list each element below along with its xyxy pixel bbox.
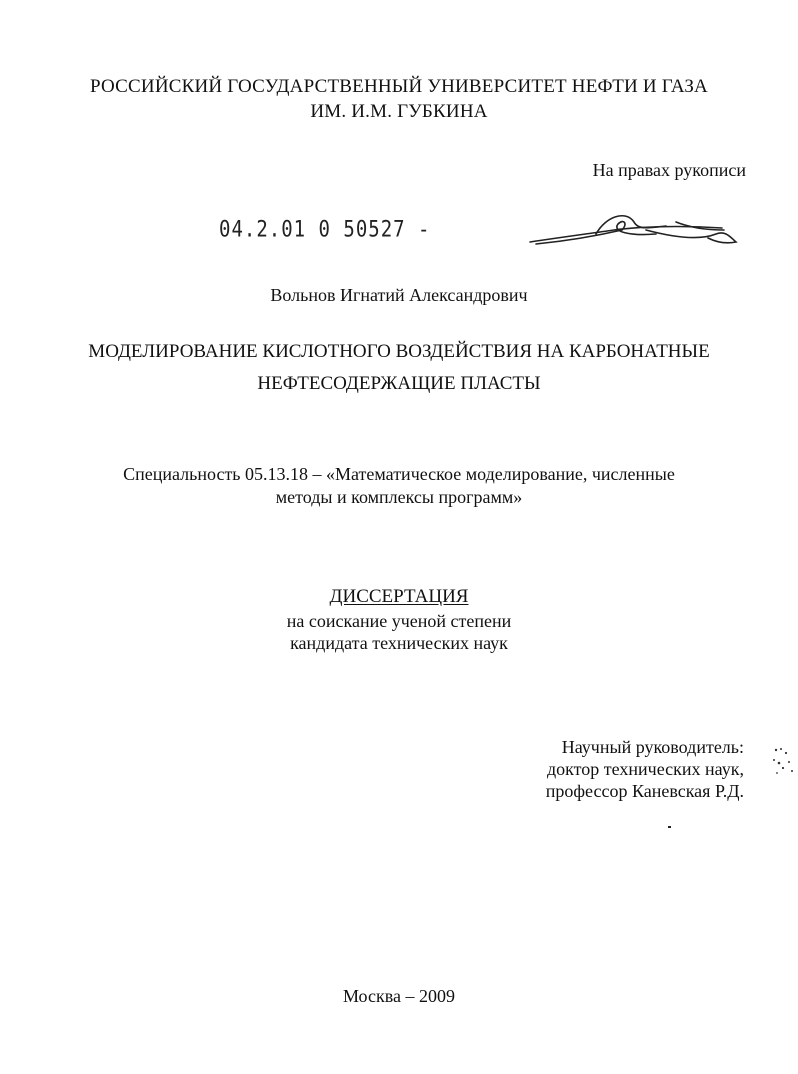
city-year: Москва – 2009: [343, 986, 455, 1006]
specialty-line-2: методы и комплексы программ»: [275, 487, 523, 507]
specialty-line-1: Специальность 05.13.18 – «Математическое моделирование, численные: [123, 464, 675, 484]
university-line-1: РОССИЙСКИЙ ГОСУДАРСТВЕННЫЙ УНИВЕРСИТЕТ НЕФТИ И ГАЗА: [90, 76, 708, 97]
degree-line-2: кандидата технических наук: [290, 633, 508, 653]
scientific-advisor: [546, 736, 744, 802]
specialty: [0, 463, 798, 509]
advisor-line-3: профессор Каневская Р.Д.: [545, 781, 744, 801]
author-name: Вольнов Игнатий Александрович: [270, 285, 528, 305]
library-stamp-number: 04.2.01 0 50527 -: [219, 217, 431, 243]
dissertation-title: [0, 336, 798, 400]
manuscript-note: На правах рукописи: [592, 160, 746, 180]
advisor-line-1: Научный руководитель:: [561, 737, 744, 757]
degree-description: [0, 610, 798, 654]
university-line-2: ИМ. И.М. ГУБКИНА: [310, 101, 488, 122]
scan-specks: [770, 746, 796, 780]
scan-dot: [668, 826, 671, 828]
title-line-2: НЕФТЕСОДЕРЖАЩИЕ ПЛАСТЫ: [257, 373, 541, 394]
dissertation-heading: ДИССЕРТАЦИЯ: [329, 586, 469, 607]
university-name: [0, 74, 798, 124]
degree-line-1: на соискание ученой степени: [286, 611, 512, 631]
advisor-line-2: доктор технических наук,: [547, 759, 744, 779]
handwritten-signature: [526, 208, 742, 258]
title-line-1: МОДЕЛИРОВАНИЕ КИСЛОТНОГО ВОЗДЕЙСТВИЯ НА КАРБОНАТНЫЕ: [88, 341, 710, 362]
